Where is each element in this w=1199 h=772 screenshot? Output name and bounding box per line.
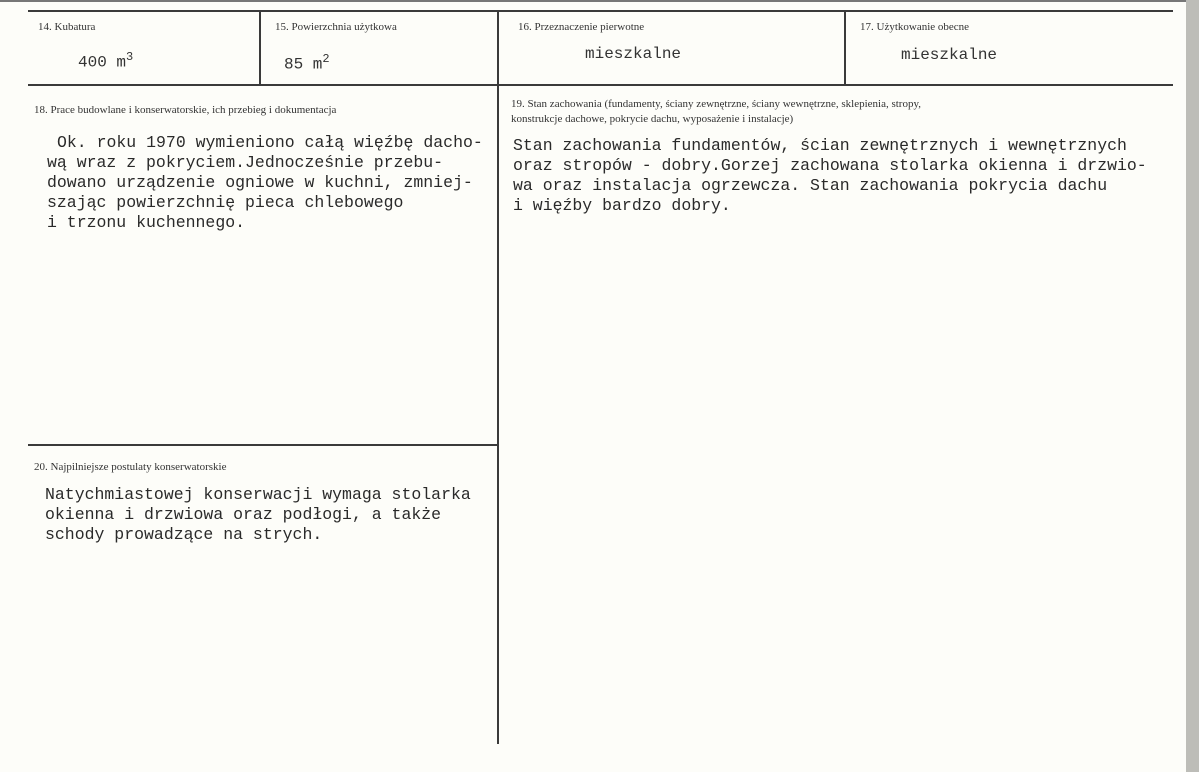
field-19-line: Stan zachowania fundamentów, ścian zewnętrznych i wewnętrznych xyxy=(513,136,1127,155)
field-15-number: 85 m xyxy=(284,55,323,74)
field-16-label: 16. Przeznaczenie pierwotne xyxy=(518,21,645,33)
field-20-line: Natychmiastowej konserwacji wymaga stolarka xyxy=(45,485,471,504)
header-divider-2 xyxy=(497,10,499,86)
section-18-20-divider xyxy=(28,444,497,446)
field-17-value: mieszkalne xyxy=(901,46,998,64)
field-18-line: i trzonu kuchennego. xyxy=(47,213,246,232)
main-column-divider xyxy=(497,86,499,744)
field-17-label: 17. Użytkowanie obecne xyxy=(860,21,970,33)
field-19-line: wa oraz instalacja ogrzewcza. Stan zachowania pokrycia dachu xyxy=(513,176,1108,195)
header-divider-3 xyxy=(844,10,846,86)
field-19-label-line2: konstrukcje dachowe, pokrycie dachu, wyposażenie i instalacje) xyxy=(511,113,794,125)
field-19-label-line1: 19. Stan zachowania (fundamenty, ściany zewnętrzne, ściany wewnętrzne, sklepienia, stropy, xyxy=(511,98,922,110)
header-row-top-line xyxy=(28,10,1173,12)
field-20-label: 20. Najpilniejsze postulaty konserwatorskie xyxy=(34,461,227,473)
field-14-number: 400 m xyxy=(78,53,127,72)
field-18-line: szając powierzchnię pieca chlebowego xyxy=(47,193,404,212)
field-19-line: i więźby bardzo dobry. xyxy=(513,196,731,215)
field-20-line: schody prowadzące na strych. xyxy=(45,525,323,544)
field-15-label: 15. Powierzchnia użytkowa xyxy=(275,21,397,33)
field-14-label: 14. Kubatura xyxy=(38,21,96,33)
field-20-line: okienna i drzwiowa oraz podłogi, a także xyxy=(45,505,442,524)
field-14-exponent: 3 xyxy=(126,50,134,64)
field-16-value: mieszkalne xyxy=(585,45,682,63)
field-15-value xyxy=(284,52,330,73)
header-row-bottom-line xyxy=(28,84,1173,86)
field-18-line: wą wraz z pokryciem.Jednocześnie przebu- xyxy=(47,153,444,172)
field-18-label: 18. Prace budowlane i konserwatorskie, ich przebieg i dokumentacja xyxy=(34,104,337,116)
field-15-exponent: 2 xyxy=(322,52,330,66)
top-border xyxy=(0,0,1199,2)
field-18-line: Ok. roku 1970 wymieniono całą więźbę dacho- xyxy=(57,133,483,152)
right-paper-edge xyxy=(1186,0,1199,772)
header-divider-1 xyxy=(259,10,261,86)
field-14-value xyxy=(78,50,133,71)
field-18-line: dowano urządzenie ogniowe w kuchni, zmniej- xyxy=(47,173,473,192)
field-19-line: oraz stropów - dobry.Gorzej zachowana stolarka okienna i drzwio- xyxy=(513,156,1147,175)
